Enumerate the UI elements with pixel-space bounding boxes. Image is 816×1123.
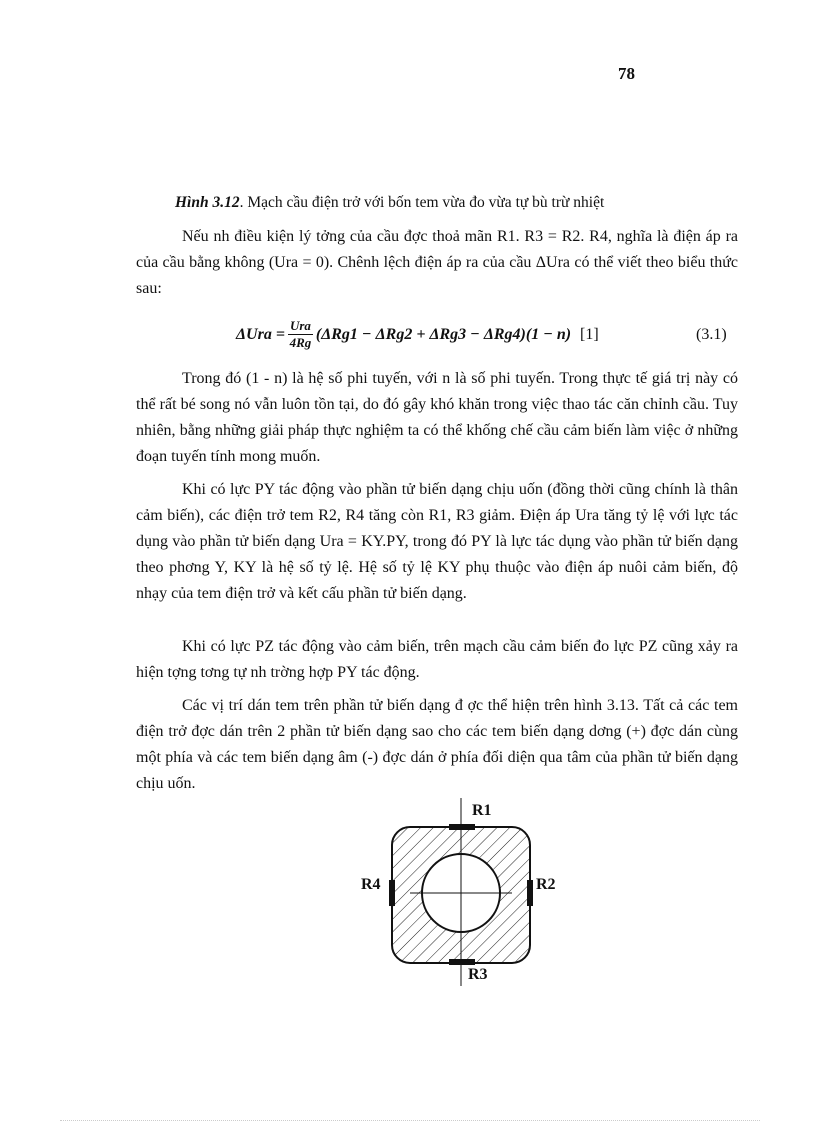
gauge-r4 xyxy=(389,880,395,906)
equation-fraction xyxy=(288,318,313,351)
figure-caption xyxy=(175,194,604,212)
equation-3-1 xyxy=(236,318,571,351)
paragraph-force-pz: Khi có lực PZ tác động vào cảm biến, trên mạch cầu cảm biến đo lực PZ cũng xảy ra hiện tợng tơng tự nh trờng hợp PY tác động. xyxy=(136,638,738,681)
fraction-denominator: 4Rg xyxy=(289,335,312,350)
caption-label: Hình 3.12 xyxy=(175,194,240,211)
paragraph-nonlinearity: Trong đó (1 - n) là hệ số phi tuyến, với n là số phi tuyến. Trong thực tế giá trị này có thể rất bé song nó vẫn luôn tồn tại, do đó gây khó khăn trong việc thao tác căn chỉnh cầu. Tuy nhiên, bằng những giải pháp thực nghiệm ta có thể khống chế cầu cảm biến làm việc ở những đoạn tuyến tính mong muốn. xyxy=(136,370,738,465)
label-r4: R4 xyxy=(361,876,381,893)
page-number: 78 xyxy=(618,64,635,83)
paragraph-bridge-condition: Nếu nh điều kiện lý tởng của cầu đợc thoả mãn R1. R3 = R2. R4, nghĩa là điện áp ra của cầu bằng không (Ura = 0). Chênh lệch điện áp ra của cầu ΔUra có thể viết theo biểu thức sau: xyxy=(136,228,738,297)
paragraph-force-py: Khi có lực PY tác động vào phần tử biến dạng chịu uốn (đồng thời cũng chính là thân cảm biến), các điện trở tem R2, R4 tăng còn R1, R3 giảm. Điện áp Ura tăng tỷ lệ với lực tác dụng vào phần tử biến dạng Ura = KY.PY, trong đó PY là lực tác dụng vào phần tử biến dạng theo phơng Y, KY là hệ số tỷ lệ. Hệ số tỷ lệ KY phụ thuộc vào điện áp nuôi cảm biến, độ nhạy của tem điện trở và kết cấu phần tử biến dạng. xyxy=(136,481,738,602)
equation-reference: [1] xyxy=(580,326,599,343)
fraction-numerator: Ura xyxy=(289,318,311,333)
gauge-r1 xyxy=(449,824,475,830)
label-r3: R3 xyxy=(468,966,488,983)
gauge-r2 xyxy=(527,880,533,906)
equation-lhs: ΔUra = xyxy=(236,325,285,343)
equation-rhs: (ΔRg1 − ΔRg2 + ΔRg3 − ΔRg4)(1 − n) xyxy=(315,325,572,343)
label-r2: R2 xyxy=(536,876,556,893)
label-r1: R1 xyxy=(472,802,492,819)
footer-divider xyxy=(60,1120,760,1121)
paragraph-tem-positions: Các vị trí dán tem trên phần tử biến dạng đ ợc thể hiện trên hình 3.13. Tất cả các tem điện trở đợc dán trên 2 phần tử biến dạng sao cho các tem biến dạng dơng (+) đợc dán cùng một phía và các tem biến dạng âm (-) đợc dán ở phía đối diện qua tâm của phần tử biến dạng chịu uốn. xyxy=(136,697,738,792)
equation-formula xyxy=(236,318,571,351)
gauge-r3 xyxy=(449,959,475,965)
equation-number: (3.1) xyxy=(696,326,727,343)
strain-gauge-diagram xyxy=(350,796,580,991)
caption-text: . Mạch cầu điện trở với bốn tem vừa đo vừa tự bù trừ nhiệt xyxy=(239,194,605,211)
